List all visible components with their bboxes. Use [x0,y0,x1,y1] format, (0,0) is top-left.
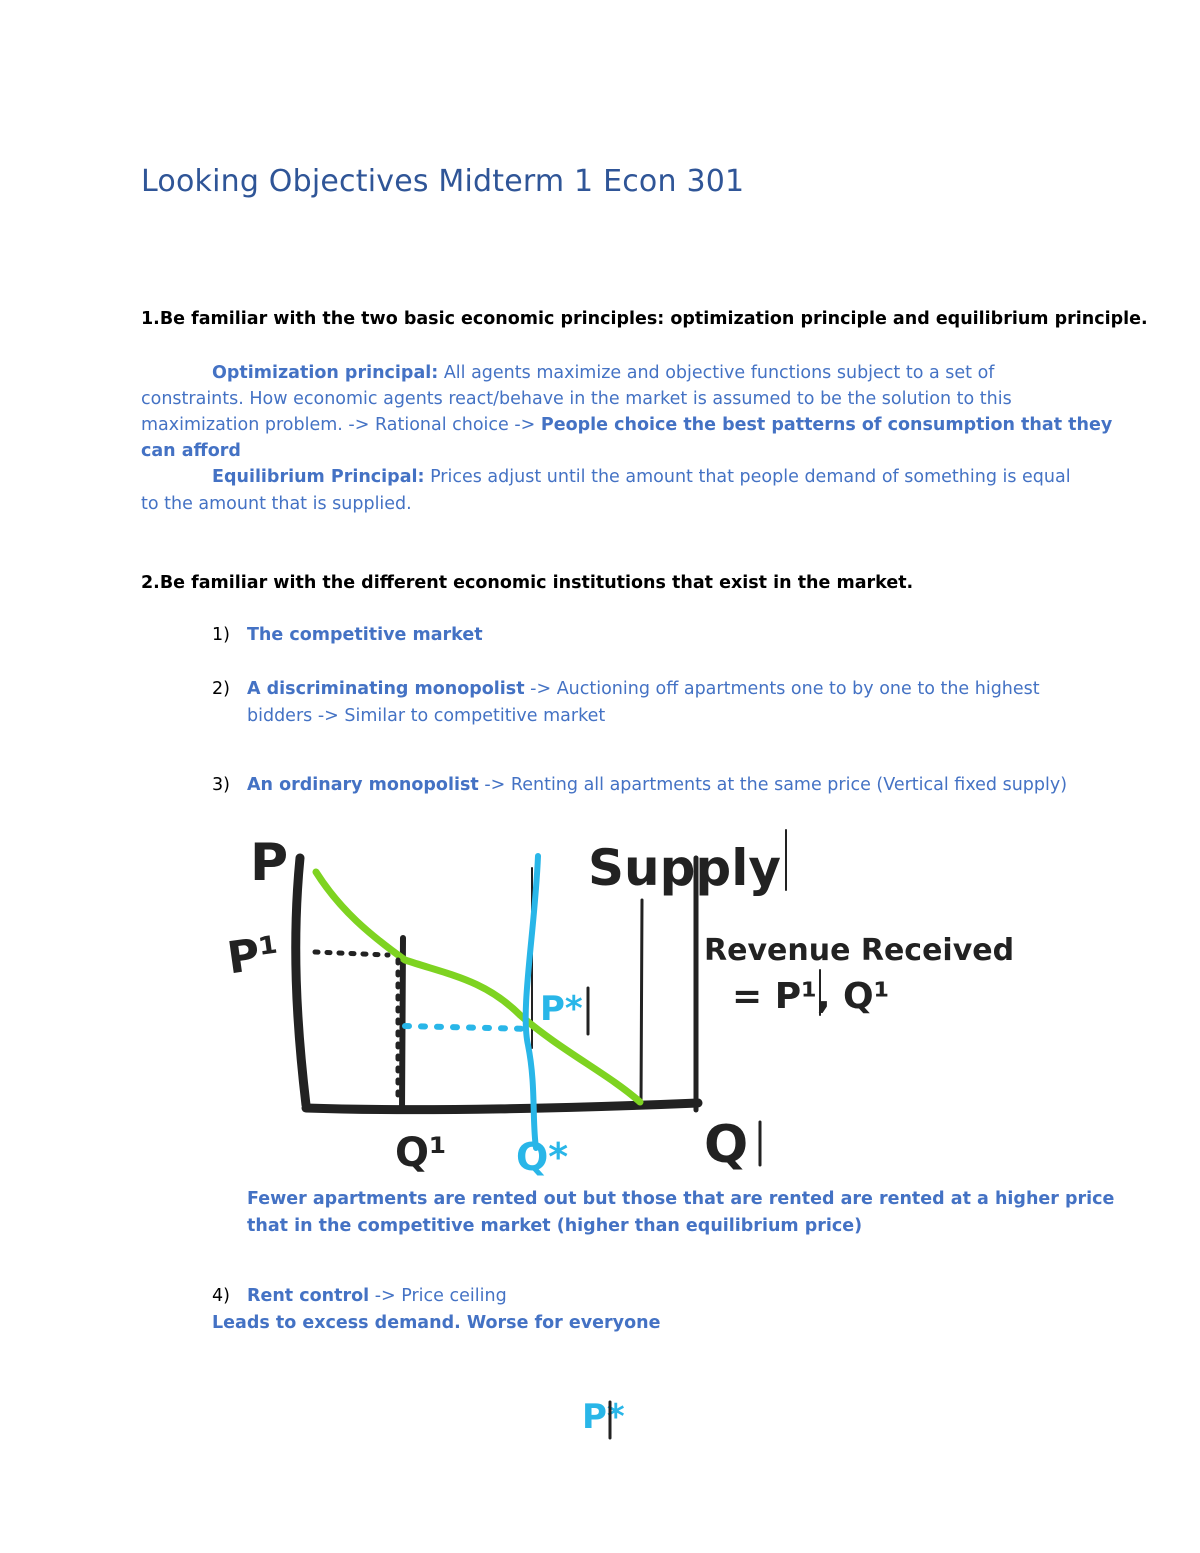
equilibrium-line-1 [212,464,1071,491]
optimization-text-1: All agents maximize and objective functions subject to a set of [438,363,995,383]
y-axis [296,858,306,1105]
list-item-1 [212,622,483,649]
optimization-text-3: maximization problem. -> Rational choice -> [141,415,541,435]
revenue-label-line-1: Revenue Received [704,933,1015,968]
mini-price-sketch [578,1372,638,1444]
supply-label: Supply [588,839,781,897]
list-item-4-number: 4) [212,1286,230,1306]
list-item-4-text: -> Price ceiling [369,1286,507,1306]
rent-control-note: Leads to excess demand. Worse for everyone [212,1313,661,1333]
monopolist-sketch [220,820,1020,1180]
qstar-label: Q* [516,1135,569,1179]
list-item-1-bold: The competitive market [247,625,483,645]
revenue-label-line-2: = P¹, Q¹ [732,976,890,1017]
optimization-line-3 [141,412,1112,439]
monopolist-note-line-1: Fewer apartments are rented out but those that are rented are rented at a higher price [247,1189,1115,1209]
list-item-2-number: 2) [212,679,230,699]
pstar-label: P* [540,989,583,1029]
list-item-2-bold: A discriminating monopolist [247,679,525,699]
list-item-2-continuation: bidders -> Similar to competitive market [247,706,606,726]
list-item-3-number: 3) [212,775,230,795]
equilibrium-text-1: Prices adjust until the amount that people demand of something is equal [424,467,1071,487]
p-axis-label: P [250,833,289,893]
list-item-2-text: -> Auctioning off apartments one to by one to the highest [524,679,1040,699]
supply-vertical-line [641,900,642,1105]
q1-label: Q¹ [395,1130,447,1176]
optimization-label: Optimization principal: [212,363,439,383]
page-title: Looking Objectives Midterm 1 Econ 301 [141,164,745,199]
blue-dotted-guide [405,1026,532,1029]
optimization-line-2: constraints. How economic agents react/behave in the market is assumed to be the solution to this [141,389,1012,409]
monopolist-note-line-2: that in the competitive market (higher than equilibrium price) [247,1216,863,1236]
list-item-4 [212,1283,507,1310]
equilibrium-label: Equilibrium Principal: [212,467,425,487]
left-axis-label: P¹ [224,926,283,985]
list-item-3-text: -> Renting all apartments at the same price (Vertical fixed supply) [478,775,1068,795]
list-item-1-number: 1) [212,625,230,645]
section-1-heading: 1.Be familiar with the two basic economic principles: optimization principle and equilibrium principle. [141,309,1148,329]
demand-curve [316,872,640,1102]
list-item-2 [212,676,1040,703]
section-2-heading: 2.Be familiar with the different economic institutions that exist in the market. [141,573,914,593]
optimization-emphasis: People choice the best patterns of consumption that they [540,415,1113,435]
optimization-line-1 [212,360,994,387]
list-item-3-bold: An ordinary monopolist [247,775,479,795]
mini-price-label: P* [582,1397,625,1437]
equilibrium-line-2: to the amount that is supplied. [141,494,412,514]
q-axis-label: Q [704,1115,749,1175]
optimization-line-4: can afford [141,441,241,461]
black-dotted-guide [315,952,388,955]
list-item-4-bold: Rent control [247,1286,370,1306]
list-item-3 [212,772,1067,799]
